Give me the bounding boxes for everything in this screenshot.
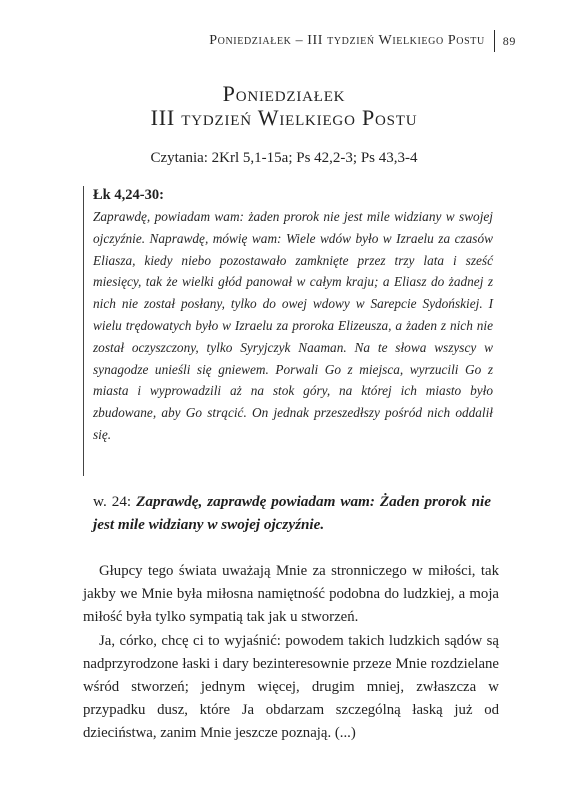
chapter-title-line2: III tydzień Wielkiego Postu <box>150 105 418 130</box>
body-paragraph-1: Głupcy tego świata uważają Mnie za stronniczego w miłości, tak jakby we Mnie była miłosna namiętność podobna do ludzkiej, a moja miłość była tylko sympatią tak jak u stworzeń. <box>83 563 499 626</box>
verse-number: w. 24: <box>93 493 137 510</box>
readings-line: Czytania: 2Krl 5,1-15a; Ps 42,2-3; Ps 43,3-4 <box>150 150 418 166</box>
chapter-title-line1: Poniedziałek <box>222 81 346 106</box>
body-text <box>83 560 499 746</box>
gospel-block <box>83 186 493 476</box>
chapter-title <box>0 82 568 130</box>
running-head-title: Poniedziałek – III tydzień Wielkiego Postu <box>209 33 485 48</box>
verse-quote: Zaprawdę, zaprawdę powiadam wam: Żaden prorok nie jest mile widziany w swojej ojczyźnie. <box>93 493 492 533</box>
page-number: 89 <box>502 33 516 48</box>
gospel-reference: Łk 4,24-30: <box>93 187 164 203</box>
verse-heading <box>93 490 491 536</box>
running-head <box>209 30 516 52</box>
gospel-text: Zaprawdę, powiadam wam: żaden prorok nie jest mile widziany w swojej ojczyźnie. Naprawdę, mówię wam: Wiele wdów było w Izraelu za czasów Eliasza, kiedy niebo pozostawało zamknięte przez trzy lata i sześć miesięcy, tak że wielki głód panował w całym kraju; a Eliasz do żadnej z nich nie został posłany, tylko do owej wdowy w Sarepcie Sydońskiej. I wielu trędowatych było w Izraelu za proroka Elizeusza, a żaden z nich nie został oczyszczony, tylko Syryjczyk Naaman. Na te słowa wszyscy w synagodze unieśli się gniewem. Porwali Go z miejsca, wyrzucili Go z miasta i wyprowadzili aż na stok góry, na której ich miasto było zbudowane, aby Go strącić. On jednak przeszedłszy pośród nich oddalił się. <box>93 209 493 442</box>
body-paragraph-2: Ja, córko, chcę ci to wyjaśnić: powodem takich ludzkich sądów są nadprzyrodzone łaski i dary bezinteresownie przeze Mnie rozdzielane wśród stworzeń; jednym więcej, drugim mniej, zwłaszcza w przypadku dusz, które Ja obdarzam szczególną łaską już od dzieciństwa, zanim Mnie jeszcze poznają. (...) <box>83 632 499 742</box>
running-head-divider <box>494 30 495 52</box>
